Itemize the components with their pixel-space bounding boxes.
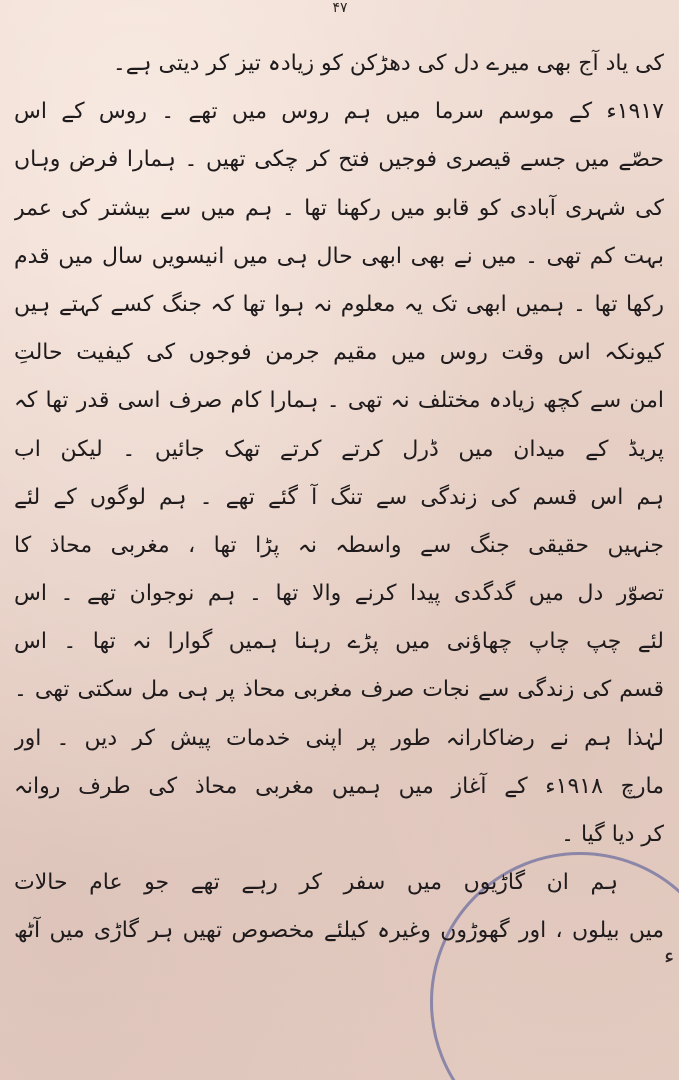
- text-line: کر دیا گیا ۔: [561, 822, 664, 847]
- text-line: ہم ان گاڑیوں میں سفر کر رہے تھے جو عام حالات: [14, 870, 618, 896]
- text-line: لہٰذا ہم نے رضاکارانہ طور پر اپنی خدمات پیش کر دیں ۔ اور: [14, 725, 664, 751]
- text-line: ۱۹۱۷ء کے موسم سرما میں ہم روس میں تھے ۔ روس کے اس: [14, 99, 664, 125]
- text-line: امن سے کچھ زیادہ مختلف نہ تھی ۔ ہمارا کام صرف اسی قدر تھا کہ: [14, 388, 664, 414]
- text-line: میں بیلوں ، اور گھوڑوں وغیرہ کیلئے مخصوص تھیں ہر گاڑی میں آٹھ: [14, 918, 664, 944]
- text-line: ہم اس قسم کی زندگی سے تنگ آ گئے تھے ۔ ہم لوگوں کے لئے: [14, 484, 664, 510]
- text-line: کی شہری آبادی کو قابو میں رکھنا تھا ۔ ہم میں سے بیشتر کی عمر: [14, 195, 664, 221]
- text-line: پریڈ کے میدان میں ڈرل کرتے کرتے تھک جائیں ۔ لیکن اب: [14, 436, 664, 462]
- text-line: قسم کی زندگی سے نجات صرف مغربی محاذ پر ہی مل سکتی تھی ۔: [14, 677, 664, 703]
- body-text: [14, 40, 664, 956]
- text-line: کیونکہ اس وقت روس میں مقیم جرمن فوجوں کی کیفیت حالتِ: [14, 340, 664, 366]
- text-line: رکھا تھا ۔ ہمیں ابھی تک یہ معلوم نہ ہوا تھا کہ جنگ کسے کہتے ہیں: [14, 291, 664, 317]
- text-line: کی یاد آج بھی میرے دل کی دھڑکن کو زیادہ تیز کر دیتی ہے۔: [112, 51, 664, 76]
- text-line: تصوّر دل میں گدگدی پیدا کرنے والا تھا ۔ ہم نوجوان تھے ۔ اس: [14, 581, 664, 607]
- text-line: مارچ ۱۹۱۸ء کے آغاز میں ہمیں مغربی محاذ کی طرف روانہ: [14, 773, 664, 799]
- text-line: لئے چپ چاپ چھاؤنی میں پڑے رہنا ہمیں گوارا نہ تھا ۔ اس: [14, 629, 664, 655]
- text-line: جنہیں حقیقی جنگ سے واسطہ نہ پڑا تھا ، مغربی محاذ کا: [14, 532, 664, 558]
- margin-mark: ء: [664, 944, 675, 969]
- text-line: حصّے میں جسے قیصری فوجیں فتح کر چکی تھیں ۔ ہمارا فرض وہاں: [14, 147, 664, 173]
- page-number: ۴۷: [332, 0, 348, 16]
- text-line: بہت کم تھی ۔ میں نے بھی ابھی حال ہی میں انیسویں سال میں قدم: [14, 243, 664, 269]
